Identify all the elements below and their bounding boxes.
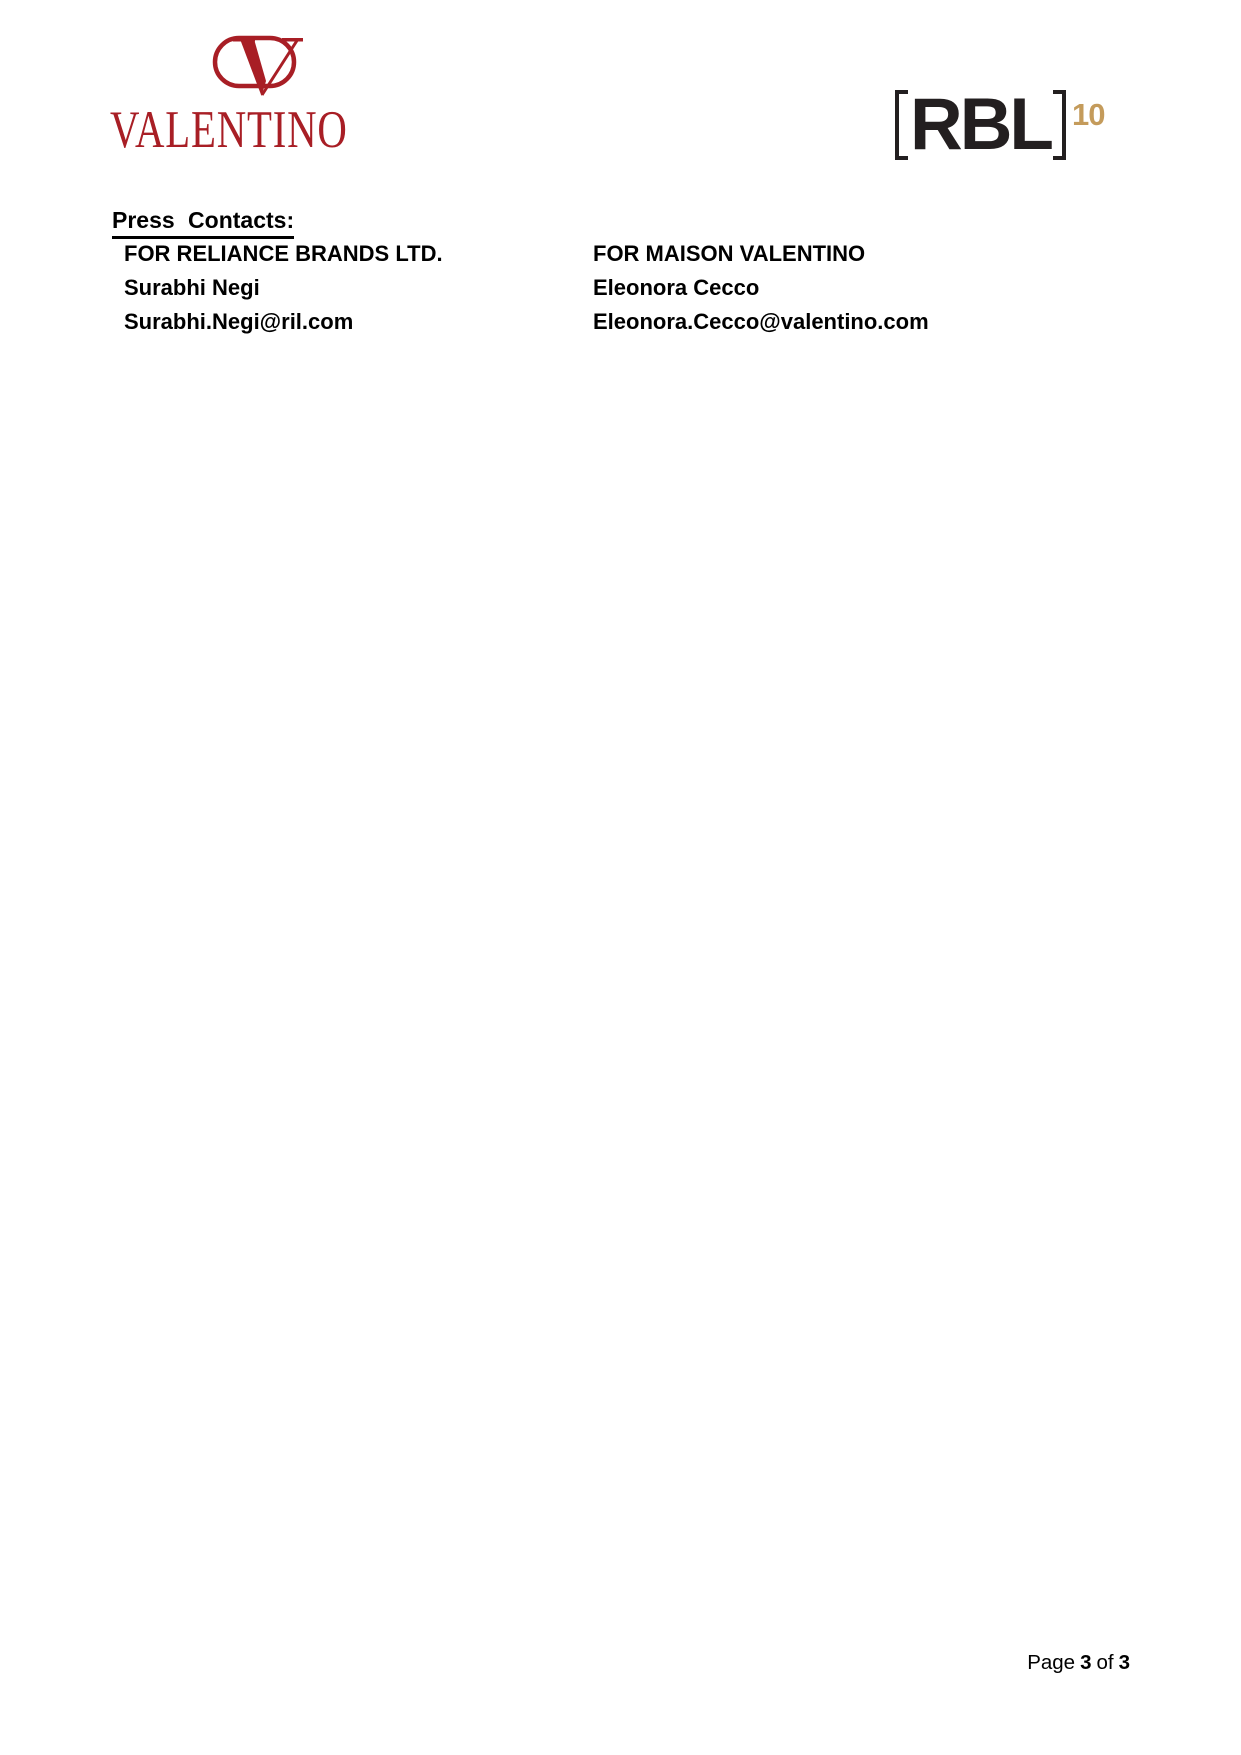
contact-column-reliance-brands xyxy=(124,241,443,343)
footer-total-pages: 3 xyxy=(1118,1651,1130,1674)
valentino-wordmark: VALENTINO xyxy=(110,101,348,160)
contact-column-maison-valentino xyxy=(593,241,929,343)
contact-email: Surabhi.Negi@ril.com xyxy=(124,309,354,334)
rbl-left-bracket-icon xyxy=(895,90,908,160)
contact-name: Surabhi Negi xyxy=(124,275,260,300)
footer-of-word: of xyxy=(1096,1651,1114,1674)
contact-company: FOR MAISON VALENTINO xyxy=(593,241,866,266)
footer-page-word: Page xyxy=(1027,1651,1076,1674)
contact-company: FOR RELIANCE BRANDS LTD. xyxy=(124,241,443,266)
contact-email: Eleonora.Cecco@valentino.com xyxy=(593,309,929,334)
valentino-v-emblem-icon xyxy=(212,34,306,100)
rbl-superscript-10: 10 xyxy=(1072,97,1105,132)
footer-page-number: 3 xyxy=(1080,1651,1092,1674)
rbl-logo-text: RBL xyxy=(910,84,1052,165)
press-contacts-heading: Press Contacts: xyxy=(112,207,294,239)
rbl-right-bracket-icon xyxy=(1053,90,1066,160)
rbl-logo xyxy=(895,84,1105,165)
page-number-footer xyxy=(1027,1651,1130,1675)
contact-name: Eleonora Cecco xyxy=(593,275,760,300)
